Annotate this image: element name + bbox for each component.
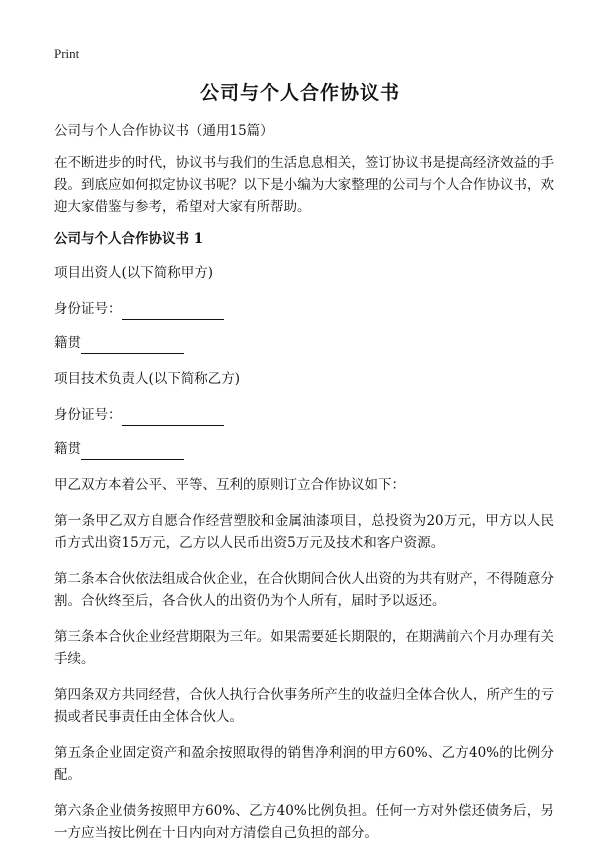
origin-blank [81, 443, 184, 460]
print-link[interactable]: Print [54, 46, 80, 61]
id-number-blank [122, 409, 224, 426]
article-paragraph: 第六条企业债务按照甲方60%、乙方40%比例负担。任何一方对外偿还债务后，另一方应当按比例在十日内向对方清偿自己负担的部分。 [54, 803, 554, 841]
party-a-id-row [54, 298, 554, 320]
article-paragraph: 第三条本合伙企业经营期限为三年。如果需要延长期限的，在期满前六个月办理有关手续。 [54, 629, 554, 667]
party-a-origin-row [54, 332, 554, 354]
party-b-line: 项目技术负责人(以下简称乙方) [54, 371, 241, 387]
article-paragraph: 第二条本合伙依法组成合伙企业，在合伙期间合伙人出资的为共有财产，不得随意分割。合伙终至后，各合伙人的出资仍为个人所有，届时予以返还。 [54, 571, 554, 609]
document-title: 公司与个人合作协议书 [199, 82, 400, 104]
document-subtitle: 公司与个人合作协议书（通用15篇） [54, 123, 274, 139]
origin-blank [81, 337, 184, 354]
party-b-origin-row [54, 438, 554, 460]
party-b-id-row [54, 404, 554, 426]
intro-paragraph: 在不断进步的时代，协议书与我们的生活息息相关，签订协议书是提高经济效益的手段。到底应如何拟定协议书呢？以下是小编为大家整理的公司与个人合作协议书，欢迎大家借鉴与参考，希望对大家有所帮助。 [54, 155, 554, 215]
id-label: 身份证号： [54, 301, 122, 317]
section-heading: 公司与个人合作协议书 1 [54, 231, 204, 247]
article-paragraph: 第一条甲乙双方自愿合作经营塑胶和金属油漆项目，总投资为20万元，甲方以人民币方式出资15万元，乙方以人民币出资5万元及技术和客户资源。 [54, 513, 554, 551]
origin-label: 籍贯 [54, 441, 81, 457]
id-number-blank [122, 303, 224, 320]
article-paragraph: 第五条企业固定资产和盈余按照取得的销售净利润的甲方60%、乙方40%的比例分配。 [54, 745, 554, 783]
preamble-paragraph: 甲乙双方本着公平、平等、互利的原则订立合作协议如下： [54, 477, 405, 493]
origin-label: 籍贯 [54, 335, 81, 351]
document-body [54, 120, 554, 844]
id-label: 身份证号： [54, 407, 122, 423]
party-a-line: 项目出资人(以下简称甲方) [54, 265, 214, 281]
article-paragraph: 第四条双方共同经营，合伙人执行合伙事务所产生的收益归全体合伙人，所产生的亏损或者民事责任由全体合伙人。 [54, 687, 554, 725]
